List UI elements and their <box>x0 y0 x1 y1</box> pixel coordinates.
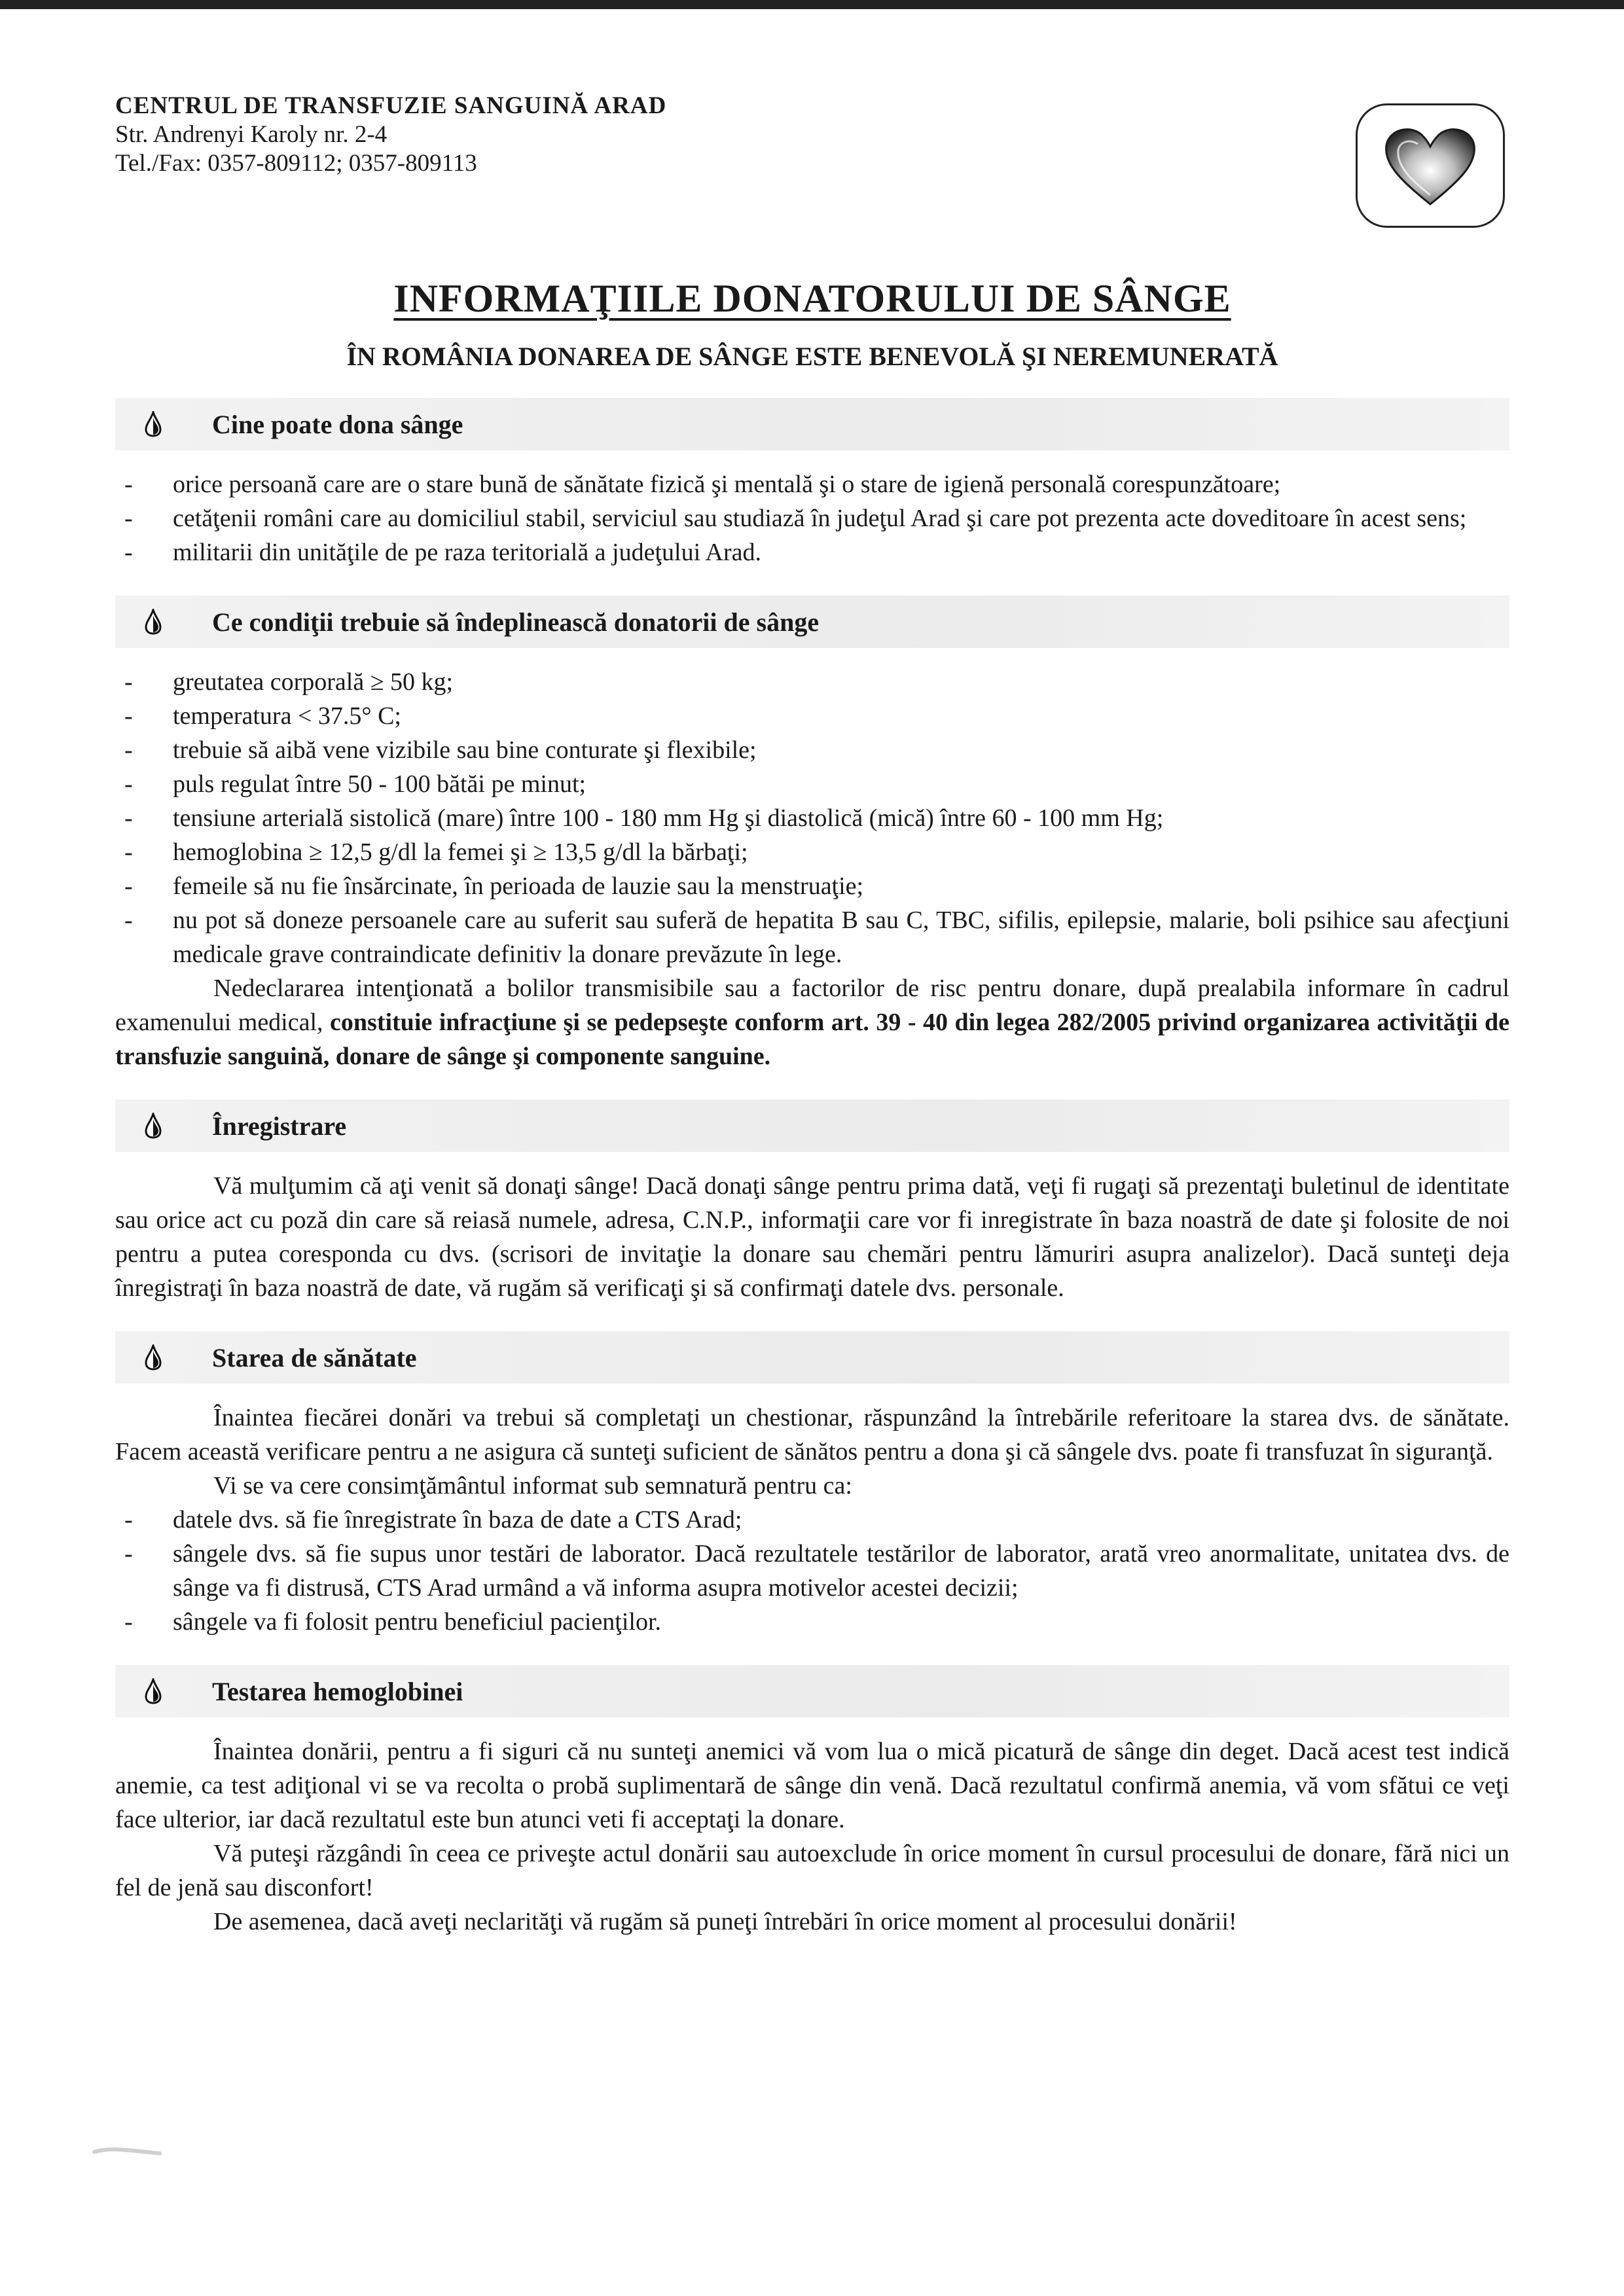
section-body-conditions <box>115 665 1509 1073</box>
list-item: - temperatura < 37.5° C; <box>115 699 1509 733</box>
section-body-health <box>115 1401 1509 1639</box>
section-heading-registration <box>115 1100 1509 1152</box>
paragraph: Vă puteşi răzgândi în ceea ce priveşte actul donării sau autoexclude în orice moment în cursul procesului de donare, fără nici un fel de jenă sau disconfort! <box>115 1840 1509 1901</box>
drop-icon <box>144 609 162 635</box>
section-heading-health <box>115 1331 1509 1384</box>
section-heading-hemoglobin <box>115 1665 1509 1717</box>
org-address: Str. Andrenyi Karoly nr. 2-4 <box>115 121 388 148</box>
top-border <box>0 0 1624 9</box>
section-title: Testarea hemoglobinei <box>212 1676 463 1706</box>
section-title: Starea de sănătate <box>212 1342 417 1372</box>
paragraph: Înaintea donării, pentru a fi siguri că nu sunteţi anemici vă vom lua o mică picatură de sânge din deget. Dacă acest test indică anemie, ca test adiţional vi se va recolta o probă suplimentară de sânge din venă. Dacă rezultatul confirmă anemia, vă vom sfătui ce veţi face ulterior, iar dacă rezultatul este bun atunci veti fi acceptaţi la donare. <box>115 1738 1509 1833</box>
page-subtitle: ÎN ROMÂNIA DONAREA DE SÂNGE ESTE BENEVOLĂ ŞI NEREMUNERATĂ <box>346 342 1278 371</box>
document-page <box>115 92 1509 1939</box>
list-item: - tensiune arterială sistolică (mare) între 100 - 180 mm Hg şi diastolică (mică) între 60 - 100 mm Hg; <box>115 801 1509 835</box>
logo <box>1356 103 1505 228</box>
drop-icon <box>144 1344 162 1371</box>
list-item: - militarii din unităţile de pe raza teritorială a judeţului Arad. <box>115 535 1509 569</box>
section-title: Ce condiţii trebuie să îndeplinească donatorii de sânge <box>212 607 820 637</box>
list-item: - sângele va fi folosit pentru beneficiul pacienţilor. <box>115 1605 1509 1639</box>
section-title: Înregistrare <box>212 1111 347 1141</box>
list-item: - sângele dvs. să fie supus unor testări de laborator. Dacă rezultatele testărilor de laborator, arată vreo anormalitate, unitatea dvs. de sânge va fi distrusă, CTS Arad urmând a vă informa asupra motivelor acestei decizii; <box>115 1537 1509 1605</box>
org-header <box>115 92 1509 178</box>
paragraph: De asemenea, dacă aveţi neclarităţi vă rugăm să puneţi întrebări în orice moment al procesului donării! <box>213 1908 1237 1935</box>
section-title: Cine poate dona sânge <box>212 409 463 439</box>
org-name: CENTRUL DE TRANSFUZIE SANGUINĂ ARAD <box>115 92 667 119</box>
legal-note-text: Nedeclararea intenţionată a bolilor transmisibile sau a factorilor de risc pentru donare, după prealabila informare în cadrul examenului medical, <box>115 975 1509 1036</box>
list-item: - greutatea corporală ≥ 50 kg; <box>115 665 1509 699</box>
section-heading-conditions <box>115 596 1509 648</box>
org-phone: Tel./Fax: 0357-809112; 0357-809113 <box>115 150 477 177</box>
legal-note-bold: constituie infracţiune şi se pedepseşte conform art. 39 - 40 din legea 282/2005 privind organizarea activităţii de transfuzie sanguină, donare de sânge şi componente sanguine. <box>115 1009 1510 1070</box>
drop-icon <box>144 1678 162 1704</box>
paragraph: Vă mulţumim că aţi venit să donaţi sânge! Dacă donaţi sânge pentru prima dată, veţi fi rugaţi să prezentaţi buletinul de identitate sau orice act cu poză din care să reiasă numele, adresa, C.N.P., informaţii care vor fi inregistrate în baza noastră de date şi folosite de noi pentru a putea coresponda cu dvs. (scrisori de invitaţie la donare sau chemări pentru lămuriri asupra analizelor). Dacă sunteţi deja înregistraţi în baza noastră de date, vă rugăm să verificaţi şi să confirmaţi datele dvs. personale. <box>115 1172 1509 1302</box>
list-item: - puls regulat între 50 - 100 bătăi pe minut; <box>115 767 1509 801</box>
paragraph: Înaintea fiecărei donări va trebui să completaţi un chestionar, răspunzând la întrebările referitoare la starea dvs. de sănătate. Facem această verificare pentru a ne asigura că sunteţi suficient de sănătos pentru a dona şi că sângele dvs. poate fi transfuzat în siguranţă. <box>115 1404 1509 1465</box>
section-body-registration <box>115 1169 1509 1305</box>
section-body-eligibility <box>115 467 1509 569</box>
section-heading-eligibility <box>115 398 1509 450</box>
list-item: - datele dvs. să fie înregistrate în baza de date a CTS Arad; <box>115 1503 1509 1537</box>
paragraph: Vi se va cere consimţământul informat sub semnatură pentru ca: <box>213 1472 852 1499</box>
list-item: - cetăţenii români care au domiciliul stabil, serviciul sau studiază în judeţul Arad şi care pot prezenta acte doveditoare în acest sens; <box>115 501 1509 535</box>
list-item: - nu pot să doneze persoanele care au suferit sau suferă de hepatita B sau C, TBC, sifilis, epilepsie, malarie, boli psihice sau afecţiuni medicale grave contraindicate definitiv la donare prevăzute în lege. <box>115 903 1509 971</box>
section-body-hemoglobin <box>115 1734 1509 1939</box>
list-item: - hemoglobina ≥ 12,5 g/dl la femei şi ≥ 13,5 g/dl la bărbaţi; <box>115 835 1509 869</box>
list-item: - femeile să nu fie însărcinate, în perioada de lauzie sau la menstruaţie; <box>115 869 1509 903</box>
ink-smudge <box>92 2140 164 2166</box>
page-title: INFORMAŢIILE DONATORULUI DE SÂNGE <box>393 277 1231 320</box>
list-item: - orice persoană care are o stare bună de sănătate fizică şi mentală şi o stare de igienă personală corespunzătoare; <box>115 467 1509 501</box>
list-item: - trebuie să aibă vene vizibile sau bine conturate şi flexibile; <box>115 733 1509 767</box>
drop-icon <box>144 1113 162 1139</box>
drop-icon <box>144 411 162 437</box>
legal-note <box>115 971 1509 1073</box>
heart-icon <box>1381 123 1479 208</box>
